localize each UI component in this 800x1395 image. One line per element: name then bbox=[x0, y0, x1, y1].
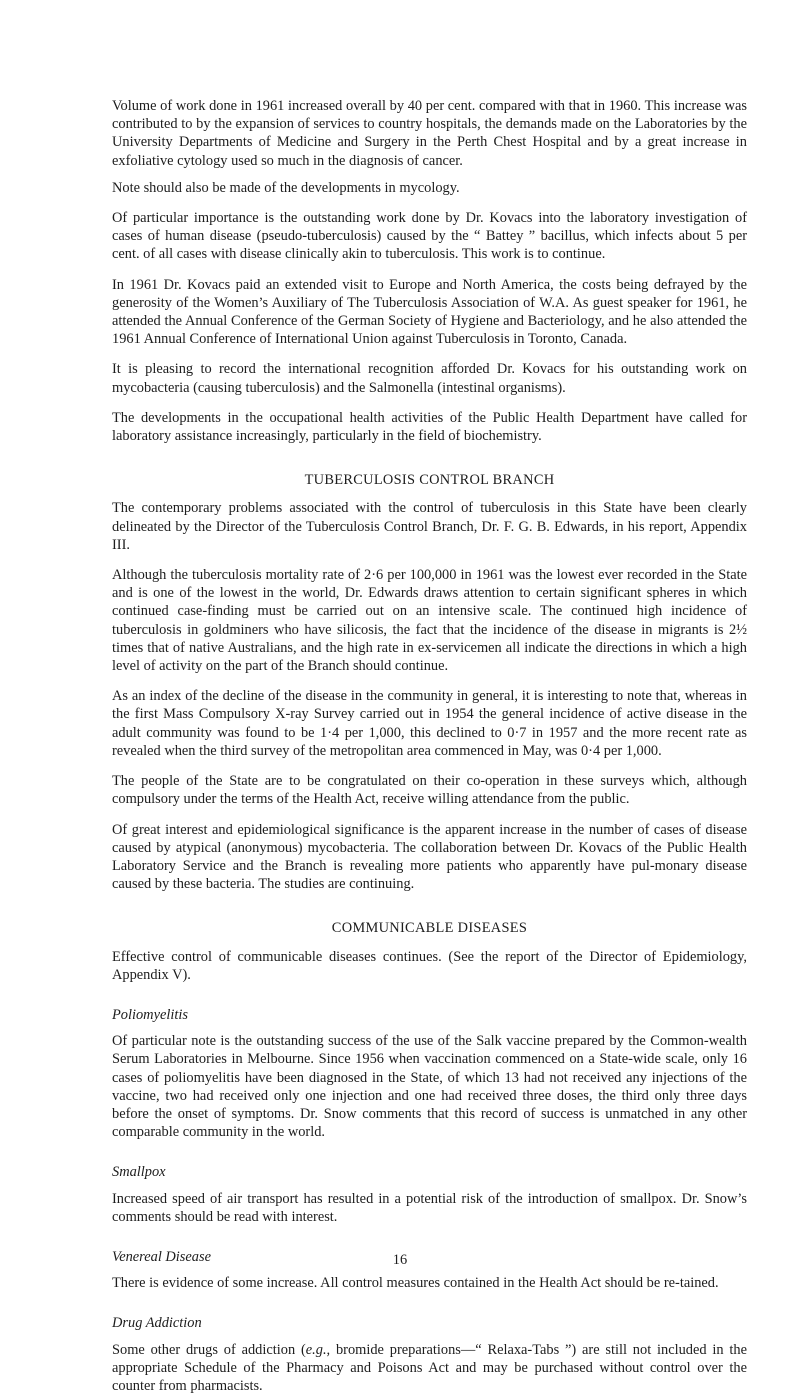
paragraph-tb-cooperation: The people of the State are to be congratulated on their co-operation in these surveys which, although compulsory under the terms of the Health Act, receive willing attendance from the public. bbox=[112, 773, 747, 808]
paragraph-drug-addiction bbox=[112, 1341, 747, 1395]
paragraph-venereal-disease: There is evidence of some increase. All control measures contained in the Health Act should be re-tained. bbox=[112, 1275, 719, 1292]
drug-text-eg: e.g., bbox=[305, 1341, 331, 1358]
paragraph-cd-control: Effective control of communicable diseases continues. (See the report of the Director of Epidemiology, Appendix V). bbox=[112, 948, 747, 983]
paragraph-tb-mortality: Although the tuberculosis mortality rate of 2·6 per 100,000 in 1961 was the lowest ever recorded in the State and is one of the lowest in the world, Dr. Edwards draws attention to certain significant spheres in which continued case-finding must be carried out on an intensive scale. The continued high incidence of tuberculosis in goldminers who have silicosis, the fact that the incidence of the disease in migrants is 2½ times that of native Australians, and the high rate in ex-servicemen all indicate the directions in which a high level of activity on the part of the Branch should continue. bbox=[112, 567, 747, 675]
paragraph-volume-of-work: Volume of work done in 1961 increased overall by 40 per cent. compared with that in 1960. This increase was contributed to by the expansion of services to country hospitals, the demands made on the Laboratories by the University Departments of Medicine and Surgery in the Perth Chest Hospital and by a great increase in exfoliative cytology used so much in the diagnosis of cancer. bbox=[112, 98, 747, 169]
subheading-poliomyelitis: Poliomyelitis bbox=[112, 1006, 188, 1023]
paragraph-occupational-health: The developments in the occupational health activities of the Public Health Department have called for laboratory assistance increasingly, particularly in the field of biochemistry. bbox=[112, 409, 747, 445]
paragraph-tb-decline: As an index of the decline of the disease in the community in general, it is interesting to note that, whereas in the first Mass Compulsory X-ray Survey carried out in 1954 the general incidence of active disease in the adult community was found to be 1·4 per 1,000, this declined to 0·7 in 1957 and the more recent rate as revealed when the third survey of the metropolitan area commenced in May, was 0·4 per 1,000. bbox=[112, 688, 747, 759]
paragraph-mycology: Note should also be made of the developments in mycology. bbox=[112, 179, 460, 196]
paragraph-tb-atypical: Of great interest and epidemiological significance is the apparent increase in the number of cases of disease caused by atypical (anonymous) mycobacteria. The collaboration between Dr. Kovacs of the Public Health Laboratory Service and the Branch is revealing more patients who apparently have pul-monary disease caused by these bacteria. The studies are continuing. bbox=[112, 821, 747, 893]
paragraph-kovacs-work: Of particular importance is the outstanding work done by Dr. Kovacs into the laboratory investigation of cases of human disease (pseudo-tuberculosis) caused by the “ Battey ” bacillus, which infects about 5 per cent. of all cases with disease clinically akin to tuberculosis. This work is to continue. bbox=[112, 210, 747, 263]
drug-text-end: bromide preparations—“ Relaxa-Tabs ”) are still not included in the appropriate Schedule of the Pharmacy and Poisons Act and may be purchased without control over the counter from pharmacists. bbox=[112, 1341, 747, 1394]
section-heading-communicable-diseases: COMMUNICABLE DISEASES bbox=[331, 920, 528, 937]
paragraph-tb-problems: The contemporary problems associated with the control of tuberculosis in this State have been clearly delineated by the Director of the Tuberculosis Control Branch, Dr. F. G. B. Edwards, in his report, Appendix III. bbox=[112, 500, 747, 553]
paragraph-kovacs-visit: In 1961 Dr. Kovacs paid an extended visit to Europe and North America, the costs being defrayed by the generosity of the Women’s Auxiliary of The Tuberculosis Association of W.A. As guest speaker for 1961, he attended the Annual Conference of the German Society of Hygiene and Bacteriology, and he also attended the 1961 Annual Conference of International Union against Tuberculosis in Toronto, Canada. bbox=[112, 276, 747, 348]
paragraph-smallpox: Increased speed of air transport has resulted in a potential risk of the introduction of smallpox. Dr. Snow’s comments should be read with interest. bbox=[112, 1190, 747, 1225]
tuberculosis-section bbox=[112, 471, 747, 893]
page-number: 16 bbox=[392, 1252, 408, 1268]
communicable-diseases-section bbox=[112, 919, 747, 1395]
paragraph-recognition: It is pleasing to record the international recognition afforded Dr. Kovacs for his outstanding work on mycobacteria (causing tuberculosis) and the Salmonella (intestinal organisms). bbox=[112, 361, 747, 396]
paragraph-poliomyelitis: Of particular note is the outstanding success of the use of the Salk vaccine prepared by the Common-wealth Serum Laboratories in Melbourne. Since 1956 when vaccination commenced on a State-wide scale, only 16 cases of poliomyelitis have been diagnosed in the State, of which 13 had not received any injections of the vaccine, two had received only one injection and one had received three doses, the third only three days before the onset of symptoms. Dr. Snow comments that this record of success is unmatched in any other comparable community in the world. bbox=[112, 1033, 747, 1141]
drug-text-start: Some other drugs of addiction ( bbox=[112, 1341, 306, 1358]
subheading-venereal-disease: Venereal Disease bbox=[112, 1248, 211, 1265]
laboratory-section bbox=[112, 97, 747, 445]
section-heading-tuberculosis: TUBERCULOSIS CONTROL BRANCH bbox=[304, 472, 555, 489]
subheading-drug-addiction: Drug Addiction bbox=[112, 1315, 202, 1332]
subheading-smallpox: Smallpox bbox=[112, 1164, 166, 1181]
